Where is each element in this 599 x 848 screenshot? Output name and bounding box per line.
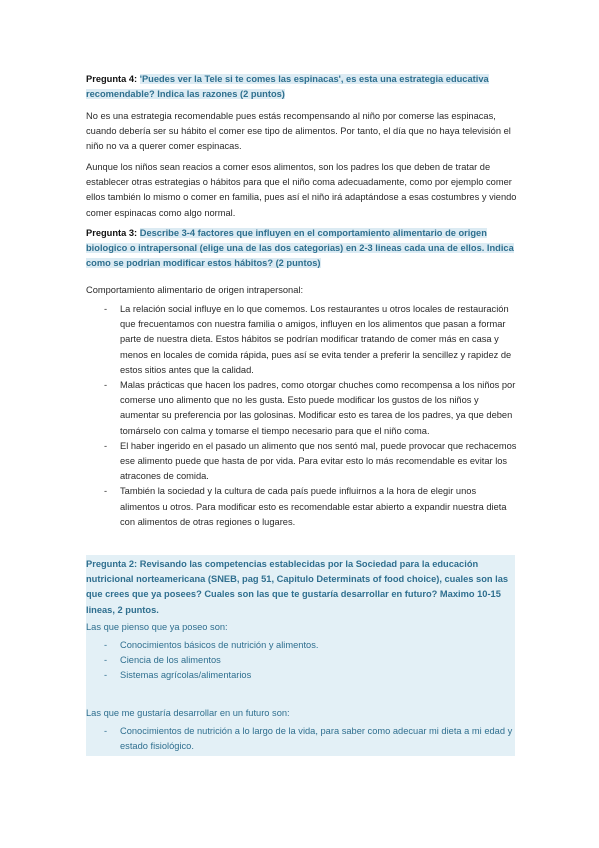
want-competencies-list [86, 724, 518, 754]
question-3-subheading: Comportamiento alimentario de origen intrapersonal: [86, 285, 304, 295]
question-4-answer-1: No es una estrategia recomendable pues estás recompensando al niño por comerse las espinacas, cuando debería ser su hábito el comer ese tipo de alimentos. Por tanto, el día que no haya televisión el niño no va a querer comer espinacas. [86, 111, 511, 152]
question-3-factor-list [86, 302, 518, 530]
list-item: - Malas prácticas que hacen los padres, como otorgar chuches como recompensa a los niños por comerse uno alimento que no les gusta. Esto puede modificar los gustos de los niños y aumentar su preferencia por las golosinas. Modificar esto es tarea de los padres, ya que deben tomárselo con calma y tomarse el tiempo necesario para que el niño coma. [86, 378, 518, 439]
have-competencies-list [86, 638, 518, 684]
want-list-wrap [86, 724, 518, 754]
list-item: - Conocimientos de nutrición a lo largo de la vida, para saber como adecuar mi dieta a mi edad y estado fisiológico. [86, 724, 518, 754]
have-heading: Las que pienso que ya poseo son: [86, 622, 228, 632]
question-4-answer-2: Aunque los niños sean reacios a comer esos alimentos, son los padres los que deben de tratar de establecer otras estrategias o hábitos para que el niño coma adecuadamente, como por ejemplo comer ellos también lo mismo o comer en familia, pues así el niño irá adaptándose a esas costumbres y viendo comer espinacas como algo normal. [86, 162, 517, 218]
question-3-label: Pregunta 3 [86, 228, 135, 238]
question-2-prompt: Pregunta 2: Revisando las competencias establecidas por la Sociedad para la educación nutricional norteamericana (SNEB, pag 51, Capitulo Determinats of food choice), cuales son las que crees que ya posees? Cuales son las que te gustaría desarrollar en futuro? Maximo 10-15 lineas, 2 puntos. [86, 559, 509, 615]
list-item: - La relación social influye en lo que comemos. Los restaurantes u otros locales de restauración que frecuentamos con nuestra familia o amigos, influyen en los alimentos que pasan a formar parte de nuestra dieta. Estos hábitos se podrían modificar tratando de comer más en casa y menos en locales de comida rápida, pues así se evita tender a preferir la sencillez y rapidez de estos sitios antes que la calidad. [86, 302, 518, 378]
question-2-label: Pregunta 2 [86, 559, 135, 569]
list-item: - Sistemas agrícolas/alimentarios [86, 668, 518, 683]
question-2-text: Revisando las competencias establecidas por la Sociedad para la educación nutricional norteamericana (SNEB, pag 51, Capitulo Determinats of food choice), cuales son las que crees que ya posees? Cuales son las que te gustaría desarrollar en futuro? Maximo 10-15 lineas, 2 puntos. [86, 559, 509, 615]
question-4-prompt: Pregunta 4: 'Puedes ver la Tele si te comes las espinacas', es esta una estrategia educativa recomendable? Indica las razones (2 puntos) [86, 74, 489, 100]
have-list-wrap [86, 638, 518, 684]
list-item: - Conocimientos básicos de nutrición y alimentos. [86, 638, 518, 653]
question-3 [86, 226, 518, 272]
question-4-label: Pregunta 4 [86, 74, 135, 84]
question-4-text: 'Puedes ver la Tele si te comes las espinacas', es esta una estrategia educativa recomendable? Indica las razones (2 puntos) [86, 74, 489, 100]
question-2 [86, 557, 518, 618]
list-item: - El haber ingerido en el pasado un alimento que nos sentó mal, puede provocar que rechacemos ese alimento puede que hasta de por vida. Para evitar esto lo más recomendable es evitar los atracones de comida. [86, 439, 518, 485]
question-3-prompt: Pregunta 3: Describe 3-4 factores que influyen en el comportamiento alimentario de origen biologico o intrapersonal (elige una de las dos categorias) en 2-3 lineas cada una de ellos. Indica como se podrian modificar estos hábitos? (2 puntos) [86, 228, 514, 269]
list-item: - También la sociedad y la cultura de cada país puede influirnos a la hora de elegir unos alimentos u otros. Para modificar esto es recomendable estar abierto a expandir nuestra dieta con alimentos de otras regiones o lugares. [86, 484, 518, 530]
question-3-text: Describe 3-4 factores que influyen en el comportamiento alimentario de origen biologico o intrapersonal (elige una de las dos categorias) en 2-3 lineas cada una de ellos. Indica como se podrian modificar estos hábitos? (2 puntos) [86, 228, 514, 269]
want-heading: Las que me gustaría desarrollar en un futuro son: [86, 708, 290, 718]
question-3-list-wrap [86, 302, 518, 530]
question-4 [86, 72, 518, 102]
list-item: - Ciencia de los alimentos [86, 653, 518, 668]
